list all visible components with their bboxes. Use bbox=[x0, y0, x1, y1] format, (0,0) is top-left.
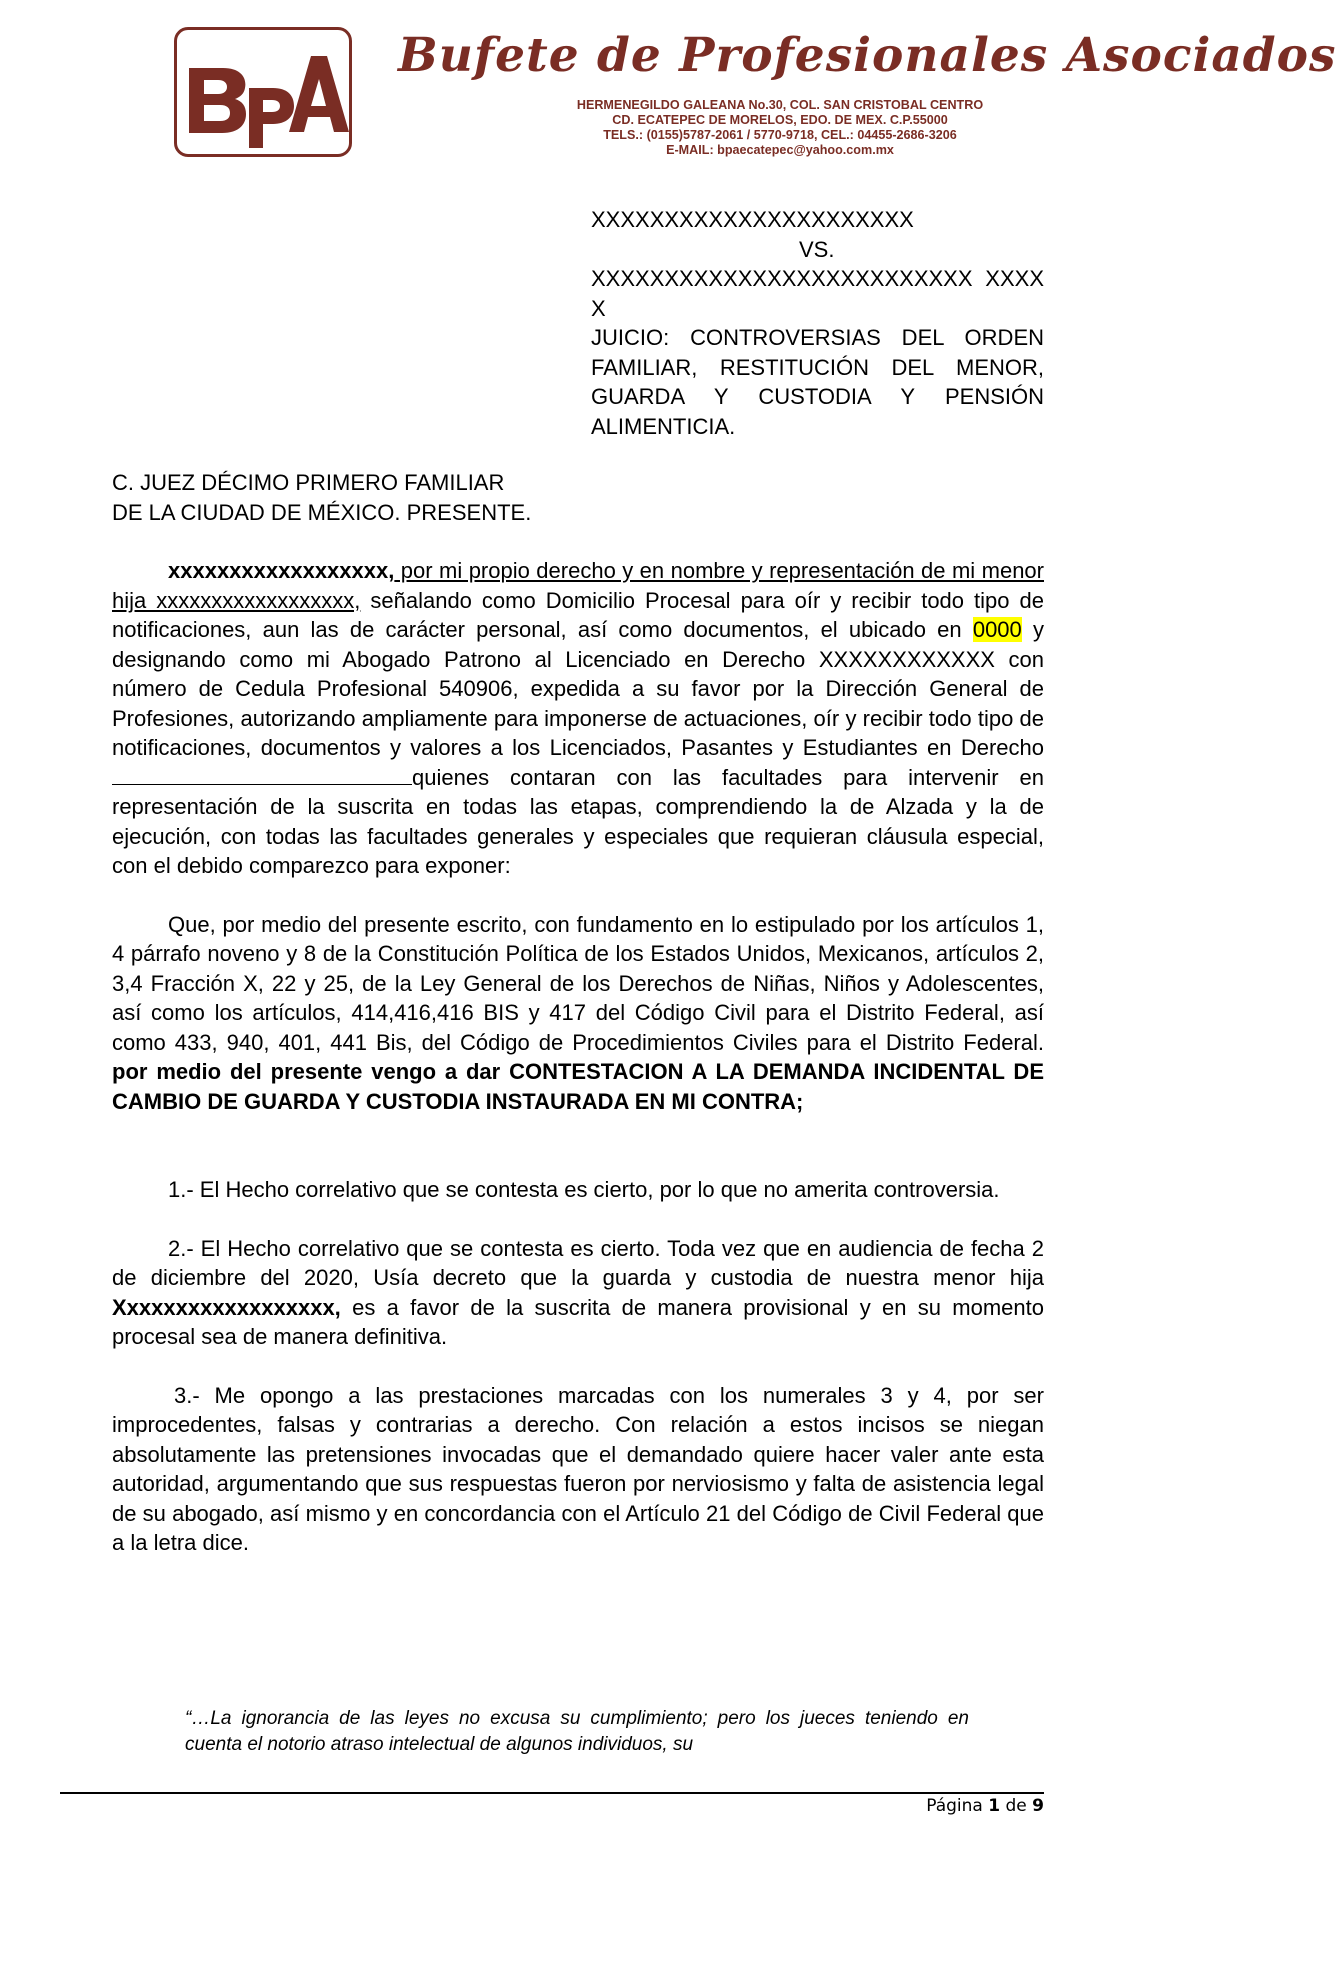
page-label: Página bbox=[926, 1796, 983, 1816]
statement-text: Que, por medio del presente escrito, con fundamento en lo estipulado por los artículos 1, 4 párrafo noveno y 8 de la Constitución Política de los Estados Unidos, Mexicanos, artículos 2, 3,4 Fracción X, 22 y 25, de la Ley General de los Derechos de Niñas, Niños y Adolescentes, así como los artículos, 414,416,416 BIS y 417 del Código Civil para el Distrito Federal, así como 433, 940, 401, 441 Bis, del Código de Procedimientos Civiles para el Distrito Federal. bbox=[112, 911, 1044, 1055]
addressee-line-2: DE LA CIUDAD DE MÉXICO. PRESENTE. bbox=[112, 499, 532, 525]
page-current: 1 bbox=[988, 1796, 1001, 1816]
representation-clause: por mi propio derecho y en nombre y representación de mi menor hija xxxxxxxxxxxxxxxxxx, bbox=[112, 558, 1044, 613]
firm-name: Bufete de Profesionales Asociados bbox=[398, 28, 1336, 83]
phones: TELS.: (0155)5787-2061 / 5770-9718, CEL.: 04455-2686-3206 bbox=[603, 128, 957, 142]
intro-part-1: señalando como Domicilio Procesal para oír y recibir todo tipo de notificaciones, aun las de carácter personal, así como documentos, el ubicado en bbox=[112, 587, 1044, 642]
statement-bold: por medio del presente vengo a dar CONTESTACION A LA DEMANDA INCIDENTAL DE CAMBIO DE GUARDA Y CUSTODIA INSTAURADA EN MI CONTRA; bbox=[112, 1059, 1044, 1114]
statement-paragraph bbox=[112, 910, 1044, 1117]
defendant: XXXXXXXXXXXXXXXXXXXXXXXXXX XXXXX bbox=[591, 266, 1044, 321]
versus: VS. bbox=[799, 236, 835, 262]
address-line-2: CD. ECATEPEC DE MORELOS, EDO. DE MEX. C.P.55000 bbox=[612, 113, 948, 127]
fact-1: 1.- El Hecho correlativo que se contesta es cierto, por lo que no amerita controversia. bbox=[168, 1177, 1000, 1202]
addressee-line-1: C. JUEZ DÉCIMO PRIMERO FAMILIAR bbox=[112, 470, 505, 495]
fact-3: 3.- Me opongo a las prestaciones marcadas con los numerales 3 y 4, por ser improcedentes, falsas y contrarias a derecho. Con relación a estos incisos se niegan absolutamente las pretensiones invocadas que el demandado quiere hacer valer ante esta autoridad, argumentando que sus respuestas fueron por nerviosismo y falta de asistencia legal de su abogado, así mismo y en concordancia con el Artículo 21 del Código de Civil Federal que a la letra dice. bbox=[112, 1382, 1044, 1555]
fact-2 bbox=[112, 1234, 1044, 1352]
fact-2-text-a: 2.- El Hecho correlativo que se contesta es cierto. Toda vez que en audiencia de fecha 2 de diciembre del 2020, Usía decreto que la guarda y custodia de nuestra menor hija bbox=[112, 1235, 1044, 1290]
daughter-name: Xxxxxxxxxxxxxxxxxx, bbox=[112, 1294, 341, 1320]
fact-2-text-b: es a favor de la suscrita de manera provisional y en su momento procesal sea de manera definitiva. bbox=[112, 1294, 1044, 1349]
address-placeholder: 0000 bbox=[972, 617, 1022, 642]
petitioner-name: xxxxxxxxxxxxxxxxxx, bbox=[168, 558, 395, 583]
footer-divider bbox=[60, 1792, 1044, 1794]
intro-paragraph bbox=[112, 556, 1044, 881]
plaintiff: XXXXXXXXXXXXXXXXXXXXXX bbox=[591, 207, 914, 232]
document-body bbox=[112, 556, 1044, 1558]
page-number bbox=[926, 1796, 1044, 1816]
juicio-type: JUICIO: CONTROVERSIAS DEL ORDEN FAMILIAR, RESTITUCIÓN DEL MENOR, GUARDA Y CUSTODIA Y PENSIÓN ALIMENTICIA. bbox=[591, 325, 1044, 439]
legal-quote: “…La ignorancia de las leyes no excusa su cumplimiento; pero los jueces teniendo en cuenta el notorio atraso intelectual de algunos individuos, su bbox=[185, 1708, 969, 1755]
page-total: 9 bbox=[1032, 1796, 1044, 1816]
firm-logo bbox=[174, 27, 352, 157]
email: E-MAIL: bpaecatepec@yahoo.com.mx bbox=[666, 143, 894, 157]
page-of: de bbox=[1005, 1796, 1027, 1816]
addressee bbox=[112, 468, 672, 527]
firm-contact bbox=[540, 98, 1020, 158]
intro-part-2: y designando como mi Abogado Patrono al Licenciado en Derecho XXXXXXXXXXXX con número de Cedula Profesional 540906, expedida a su favor por la Dirección General de Profesiones, autorizando ampliamente para imponerse de actuaciones, oír y recibir todo tipo de notificaciones, documentos y valores a los Licenciados, Pasantes y Estudiantes en Derecho bbox=[112, 617, 1044, 760]
intro-part-3: quienes contaran con las facultades para intervenir en representación de la suscrita en todas las etapas, comprendiendo la de Alzada y la de ejecución, con todas las facultades generales y especiales que requieran cláusula especial, con el debido comparezco para exponer: bbox=[112, 764, 1044, 878]
blank-line bbox=[112, 764, 412, 785]
bpa-logo-icon bbox=[177, 30, 349, 154]
address-line-1: HERMENEGILDO GALEANA No.30, COL. SAN CRISTOBAL CENTRO bbox=[576, 98, 984, 112]
case-caption bbox=[591, 205, 1044, 441]
